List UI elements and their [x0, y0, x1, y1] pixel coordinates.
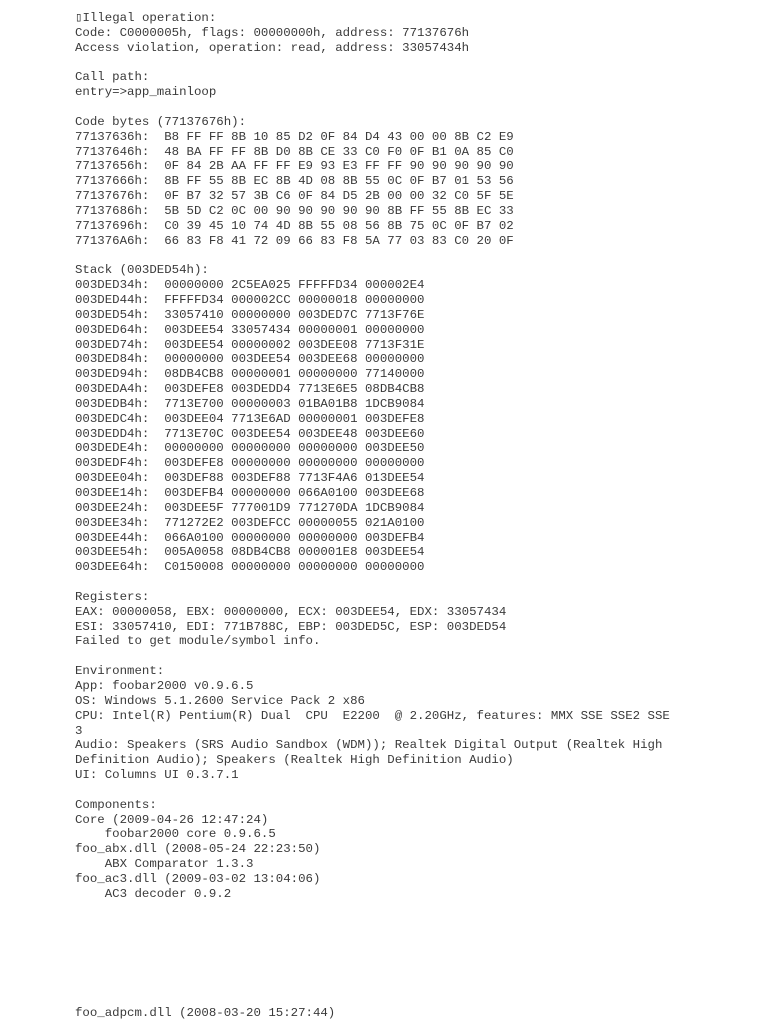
log-line: Code bytes (77137676h):: [75, 114, 247, 129]
log-line: 003DED84h: 00000000 003DEE54 003DEE68 00000000: [75, 352, 425, 367]
log-line: App: foobar2000 v0.9.6.5: [75, 678, 254, 693]
log-line: 003DED44h: FFFFFD34 000002CC 00000018 00000000: [75, 293, 425, 308]
log-line: 003DEE64h: C0150008 00000000 00000000 00000000: [75, 560, 425, 575]
log-line: UI: Columns UI 0.3.7.1: [75, 768, 239, 783]
log-line: [75, 100, 765, 115]
log-line: 77137676h: 0F B7 32 57 3B C6 0F 84 D5 2B 00 00 32 C0 5F 5E: [75, 189, 514, 204]
log-line: 77137696h: C0 39 45 10 74 4D 8B 55 08 56 8B 75 0C 0F B7 02: [75, 218, 514, 233]
log-line: [75, 575, 765, 590]
log-line: CPU: Intel(R) Pentium(R) Dual CPU E2200 @ 2.20GHz, features: MMX SSE SSE2 SSE: [75, 708, 670, 723]
log-line: ESI: 33057410, EDI: 771B788C, EBP: 003DED5C, ESP: 003DED54: [75, 619, 507, 634]
log-line: 003DED74h: 003DEE54 00000002 003DEE08 7713F31E: [75, 337, 425, 352]
log-line: 003DEE44h: 066A0100 00000000 00000000 003DEFB4: [75, 530, 425, 545]
log-line: ABX Comparator 1.3.3: [75, 857, 254, 872]
log-line: 77137646h: 48 BA FF FF 8B D0 8B CE 33 C0 F0 0F B1 0A 85 C0: [75, 144, 514, 159]
log-line: 003DEDA4h: 003DEFE8 003DEDD4 7713E6E5 08DB4CB8: [75, 382, 425, 397]
log-line: 003DEDB4h: 7713E700 00000003 01BA01B8 1DCB9084: [75, 396, 425, 411]
log-line: 003DEDD4h: 7713E70C 003DEE54 003DEE48 003DEE60: [75, 426, 425, 441]
log-line: Registers:: [75, 589, 150, 604]
log-line: 3: [75, 723, 83, 738]
log-line: entry=>app_mainloop: [75, 85, 217, 100]
log-line: 003DEE34h: 771272E2 003DEFCC 00000055 021A0100: [75, 515, 425, 530]
log-line: Access violation, operation: read, address: 33057434h: [75, 40, 470, 55]
log-line: 003DEDF4h: 003DEFE8 00000000 00000000 00000000: [75, 456, 425, 471]
log-line: Call path:: [75, 70, 150, 85]
log-line: 77137656h: 0F 84 2B AA FF FF E9 93 E3 FF FF 90 90 90 90 90: [75, 159, 514, 174]
log-line: 003DED54h: 33057410 00000000 003DED7C 7713F76E: [75, 307, 425, 322]
log-line: Code: C0000005h, flags: 00000000h, address: 77137676h: [75, 25, 470, 40]
log-line: 003DED94h: 08DB4CB8 00000001 00000000 77140000: [75, 367, 425, 382]
log-line: 003DEE54h: 005A0058 08DB4CB8 000001E8 003DEE54: [75, 545, 425, 560]
log-line: Components:: [75, 797, 157, 812]
log-line: Definition Audio); Speakers (Realtek High Definition Audio): [75, 753, 514, 768]
log-line: AC3 decoder 0.9.2: [75, 886, 232, 901]
log-line: Stack (003DED54h):: [75, 263, 209, 278]
log-line: 77137636h: B8 FF FF 8B 10 85 D2 0F 84 D4 43 00 00 8B C2 E9: [75, 129, 514, 144]
log-line: foo_ac3.dll (2009-03-02 13:04:06): [75, 871, 321, 886]
log-line: [75, 249, 765, 264]
log-line: OS: Windows 5.1.2600 Service Pack 2 x86: [75, 693, 365, 708]
log-line: [75, 649, 765, 664]
log-line: 003DED64h: 003DEE54 33057434 00000001 00000000: [75, 322, 425, 337]
log-line: foo_abx.dll (2008-05-24 22:23:50): [75, 842, 321, 857]
log-line: 003DEDC4h: 003DEE04 7713E6AD 00000001 003DEFE8: [75, 411, 425, 426]
log-line: 771376A6h: 66 83 F8 41 72 09 66 83 F8 5A 77 03 83 C0 20 0F: [75, 233, 514, 248]
log-line: 77137666h: 8B FF 55 8B EC 8B 4D 08 8B 55 0C 0F B7 01 53 56: [75, 174, 514, 189]
log-line: foobar2000 core 0.9.6.5: [75, 827, 276, 842]
log-line: 003DEDE4h: 00000000 00000000 00000000 003DEE50: [75, 441, 425, 456]
log-line: [75, 56, 765, 71]
log-line: ▯Illegal operation:: [75, 11, 217, 25]
log-line: Environment:: [75, 664, 165, 679]
log-line: [75, 783, 765, 798]
log-line: 77137686h: 5B 5D C2 0C 00 90 90 90 90 90 8B FF 55 8B EC 33: [75, 203, 514, 218]
log-line: 003DEE14h: 003DEFB4 00000000 066A0100 003DEE68: [75, 486, 425, 500]
log-line: 003DEE04h: 003DEF88 003DEF88 7713F4A6 013DEE54: [75, 471, 425, 486]
log-line: EAX: 00000058, EBX: 00000000, ECX: 003DEE54, EDX: 33057434: [75, 604, 507, 619]
log-line: Core (2009-04-26 12:47:24): [75, 812, 269, 827]
crash-log-text: [75, 11, 765, 902]
log-line: Audio: Speakers (SRS Audio Sandbox (WDM)); Realtek Digital Output (Realtek High: [75, 738, 663, 753]
crash-log-footer-line: foo_adpcm.dll (2008-03-20 15:27:44): [75, 1006, 336, 1020]
log-line: 003DEE24h: 003DEE5F 777001D9 771270DA 1DCB9084: [75, 500, 425, 515]
log-line: Failed to get module/symbol info.: [75, 634, 321, 649]
log-line: 003DED34h: 00000000 2C5EA025 FFFFFD34 000002E4: [75, 278, 425, 293]
